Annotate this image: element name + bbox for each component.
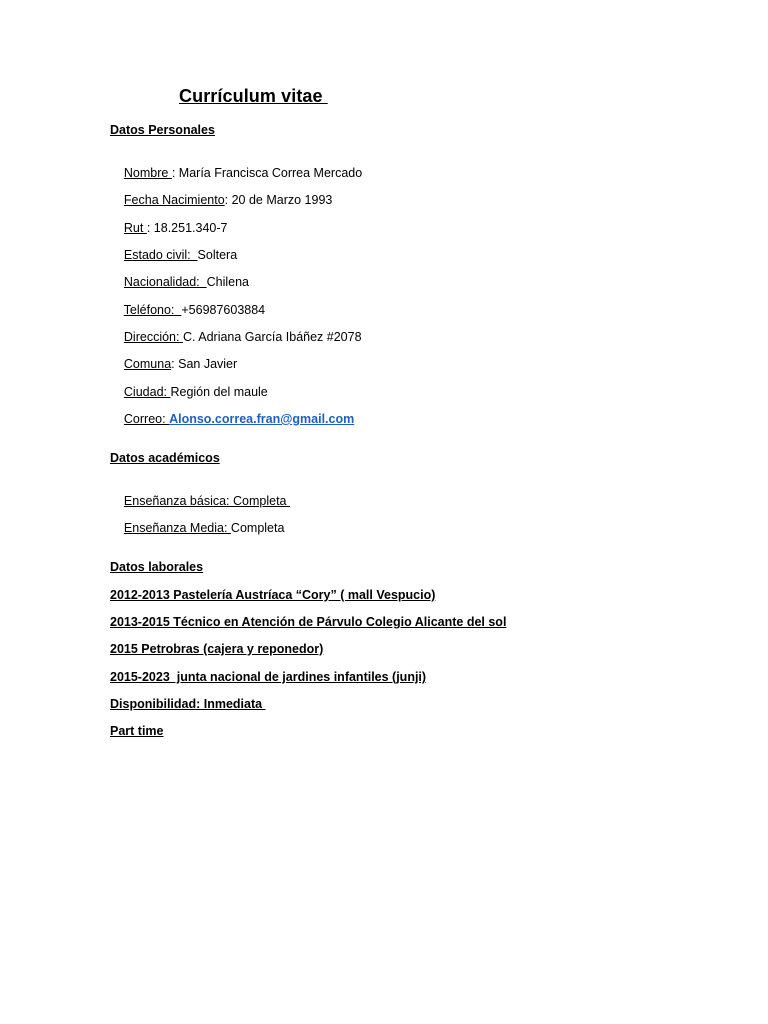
field-label: Nombre (123, 166, 172, 180)
field-value: : San Javier (171, 357, 238, 371)
work-item: 2015 Petrobras (cajera y reponedor) (110, 642, 324, 656)
personal-data-heading: Datos Personales (110, 123, 215, 137)
field-value: : María Francisca Correa Mercado (171, 166, 363, 180)
field-value: +56987603884 (181, 303, 266, 317)
field-value: Chilena (206, 275, 249, 289)
field-value: Completa (233, 494, 290, 508)
field-label: Dirección: (123, 330, 183, 344)
field-value: C. Adriana García Ibáñez #2078 (182, 330, 362, 344)
field-value: Región del maule (170, 385, 268, 399)
field-label: Nacionalidad: (123, 275, 207, 289)
work-data-heading: Datos laborales (110, 560, 204, 574)
availability-line: Disponibilidad: Inmediata (110, 697, 266, 711)
field-label: Comuna (123, 357, 172, 371)
field-label: Estado civil: (123, 248, 198, 262)
document-title: Currículum vitae (179, 86, 328, 106)
field-ensenanza-media (110, 504, 284, 552)
field-value: Soltera (197, 248, 238, 262)
field-value: Completa (230, 521, 285, 535)
field-label: Enseñanza Media: (123, 521, 231, 535)
field-label: Teléfono: (123, 303, 182, 317)
work-item: 2012-2013 Pastelería Austríaca “Cory” ( mall Vespucio) (110, 588, 436, 602)
field-value: : 20 de Marzo 1993 (224, 193, 333, 207)
part-time-line: Part time (110, 724, 164, 738)
field-correo (110, 395, 354, 443)
field-label: Ciudad: (123, 385, 171, 399)
field-label: Fecha Nacimiento (123, 193, 225, 207)
work-item: 2015-2023 junta nacional de jardines infantiles (junji) (110, 670, 427, 684)
field-label: Rut (123, 221, 147, 235)
academic-data-heading: Datos académicos (110, 451, 220, 465)
work-item: 2013-2015 Técnico en Atención de Párvulo Colegio Alicante del sol (110, 615, 507, 629)
email-link[interactable]: Alonso.correa.fran@gmail.com (169, 412, 355, 426)
field-label: Correo: (123, 412, 170, 426)
field-value: : 18.251.340-7 (146, 221, 228, 235)
field-label: Enseñanza básica: (123, 494, 234, 508)
